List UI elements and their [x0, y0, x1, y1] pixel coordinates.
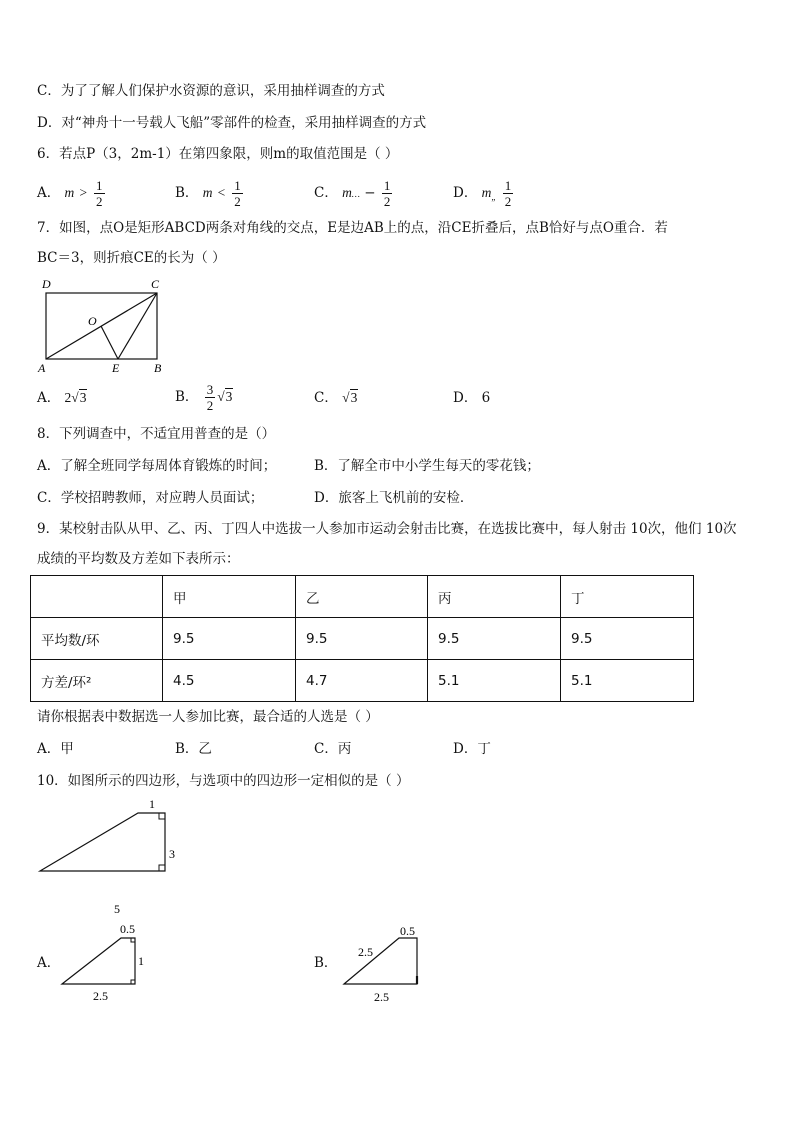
table-header-cell: 甲 [163, 576, 296, 618]
question-9-option-d[interactable]: D．丁 [453, 741, 491, 757]
label-slant: 2.5 [358, 945, 373, 959]
score-table [30, 575, 694, 702]
table-cell: 方差/环² [31, 660, 163, 702]
sqrt-expression: √3 [342, 390, 358, 405]
fraction: $\frac{1}{2}$ [234, 178, 241, 209]
trapezoid-figure [30, 793, 190, 918]
label-right: 3 [169, 847, 175, 861]
label-b: B [154, 361, 162, 375]
fraction: $\frac{1}{2}$ [504, 178, 512, 209]
table-row [31, 660, 694, 702]
fraction: $\frac{1}{2}$ [383, 178, 391, 209]
question-8-stem: 8．下列调查中，不适宜用普查的是（） [37, 426, 276, 442]
question-7-option-d[interactable]: D． 6 [453, 390, 491, 406]
question-7-option-c[interactable]: C． √3 [314, 390, 358, 406]
table-header-cell [31, 576, 163, 618]
table-cell: 9.5 [428, 618, 561, 660]
table-cell: 4.7 [296, 660, 428, 702]
question-9-stem-line-1: 9．某校射击队从甲、乙、丙、丁四人中选拔一人参加市运动会射击比赛，在选拔比赛中，每人射击 10次，他们 10次 [37, 521, 737, 537]
fraction: $\frac{3}{2}$ [206, 382, 214, 413]
question-7-stem-line-2: BC＝3，则折痕CE的长为（ ） [37, 250, 226, 266]
question-6-option-c[interactable]: C． m… − $\frac{1}{2}$ [314, 178, 391, 209]
sqrt-expression: 2√3 [64, 390, 87, 405]
label-d: D [42, 277, 51, 291]
table-cell: 4.5 [163, 660, 296, 702]
question-10-option-b-label[interactable]: B． [314, 955, 338, 971]
question-9-stem-line-2: 成绩的平均数及方差如下表所示： [37, 551, 240, 567]
table-header-cell: 丁 [561, 576, 694, 618]
question-6-stem: 6．若点P（3，2m-1）在第四象限，则m的取值范围是（ ） [37, 146, 399, 162]
label-bottom: 2.5 [93, 989, 108, 1003]
label-top: 0.5 [120, 922, 135, 936]
table-header-cell: 乙 [296, 576, 428, 618]
label-right: 1 [138, 954, 144, 968]
question-9-option-b[interactable]: B．乙 [175, 741, 212, 757]
question-9-option-a[interactable]: A．甲 [37, 741, 74, 757]
label-a: A [38, 361, 46, 375]
question-7-option-a[interactable]: A． 2√3 [37, 390, 87, 406]
question-5-option-c: C．为了了解人们保护水资源的意识，采用抽样调查的方式 [37, 83, 385, 99]
table-cell: 5.1 [428, 660, 561, 702]
question-7-option-b[interactable]: B． $\frac{3}{2}$ √3 [175, 382, 233, 413]
table-header-row [31, 576, 694, 618]
label-bottom: 5 [114, 902, 120, 916]
label-o: O [88, 314, 97, 328]
question-8-option-d[interactable]: D．旅客上飞机前的安检． [314, 490, 474, 506]
rectangle-figure [30, 275, 180, 375]
question-6-option-a[interactable]: A． m > $\frac{1}{2}$ [37, 178, 103, 209]
fraction: $\frac{1}{2}$ [96, 178, 103, 209]
label-top: 1 [149, 797, 155, 811]
label-bottom: 2.5 [374, 990, 389, 1003]
table-cell: 9.5 [561, 618, 694, 660]
label-top: 0.5 [400, 924, 415, 938]
question-8-option-c[interactable]: C．学校招聘教师，对应聘人员面试； [37, 490, 264, 506]
question-10-stem: 10．如图所示的四边形，与选项中的四边形一定相似的是（ ） [37, 773, 410, 789]
question-6-option-b[interactable]: B． m < $\frac{1}{2}$ [175, 178, 241, 209]
label-c: C [151, 277, 160, 291]
question-6-option-d[interactable]: D． $m_„$ $\frac{1}{2}$ [453, 178, 512, 209]
question-7-stem-line-1: 7．如图，点O是矩形ABCD两条对角线的交点，E是边AB上的点，沿CE折叠后，点B恰好与点O重合．若 [37, 220, 668, 236]
option-a-figure[interactable] [55, 918, 165, 1003]
table-row [31, 618, 694, 660]
question-9-option-c[interactable]: C．丙 [314, 741, 352, 757]
question-8-option-b[interactable]: B．了解全市中小学生每天的零花钱； [314, 458, 540, 474]
question-5-option-d: D．对“神舟十一号载人飞船”零部件的检查，采用抽样调查的方式 [37, 115, 427, 131]
option-b-figure[interactable] [332, 918, 442, 1003]
question-9-question: 请你根据表中数据选一人参加比赛，最合适的人选是（ ） [37, 709, 379, 725]
question-10-option-a-label[interactable]: A． [37, 955, 61, 971]
table-cell: 5.1 [561, 660, 694, 702]
table-cell: 平均数/环 [31, 618, 163, 660]
table-cell: 9.5 [163, 618, 296, 660]
sqrt-expression: √3 [217, 389, 233, 404]
table-header-cell: 丙 [428, 576, 561, 618]
question-8-option-a[interactable]: A．了解全班同学每周体育锻炼的时间； [37, 458, 277, 474]
table-cell: 9.5 [296, 618, 428, 660]
label-e: E [112, 361, 120, 375]
